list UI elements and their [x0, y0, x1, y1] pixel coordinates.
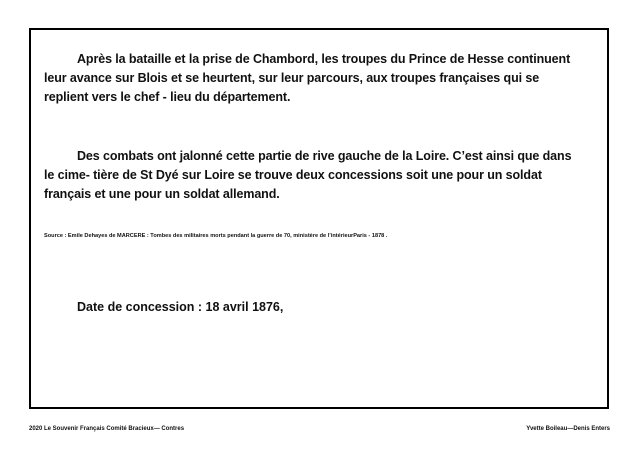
paragraph-2-text: Des combats ont jalonné cette partie de rive gauche de la Loire. C’est ainsi que dans le cime- tière de St Dyé sur Loire se trouve deux concessions soit une pour un soldat français et une pour un soldat allemand. [44, 149, 572, 201]
footer-organization: 2020 Le Souvenir Français Comité Bracieux— Contres [29, 426, 185, 432]
source-citation: Source : Emile Dehayes de MARCERE : Tombes des militaires morts pendant la guerre de 70, ministère de l’intérieurParis - 1878 . [44, 233, 388, 239]
paragraph-1-text: Après la bataille et la prise de Chambord, les troupes du Prince de Hesse continuent leur avance sur Blois et se heurtent, sur leur parcours, aux troupes françaises qui se replient vers le chef - lieu du département. [44, 52, 571, 104]
footer-authors: Yvette Boileau—Denis Enters [526, 426, 610, 432]
concession-date: Date de concession : 18 avril 1876, [77, 300, 284, 314]
paragraph-combats [44, 147, 574, 204]
paragraph-chambord [44, 50, 574, 107]
